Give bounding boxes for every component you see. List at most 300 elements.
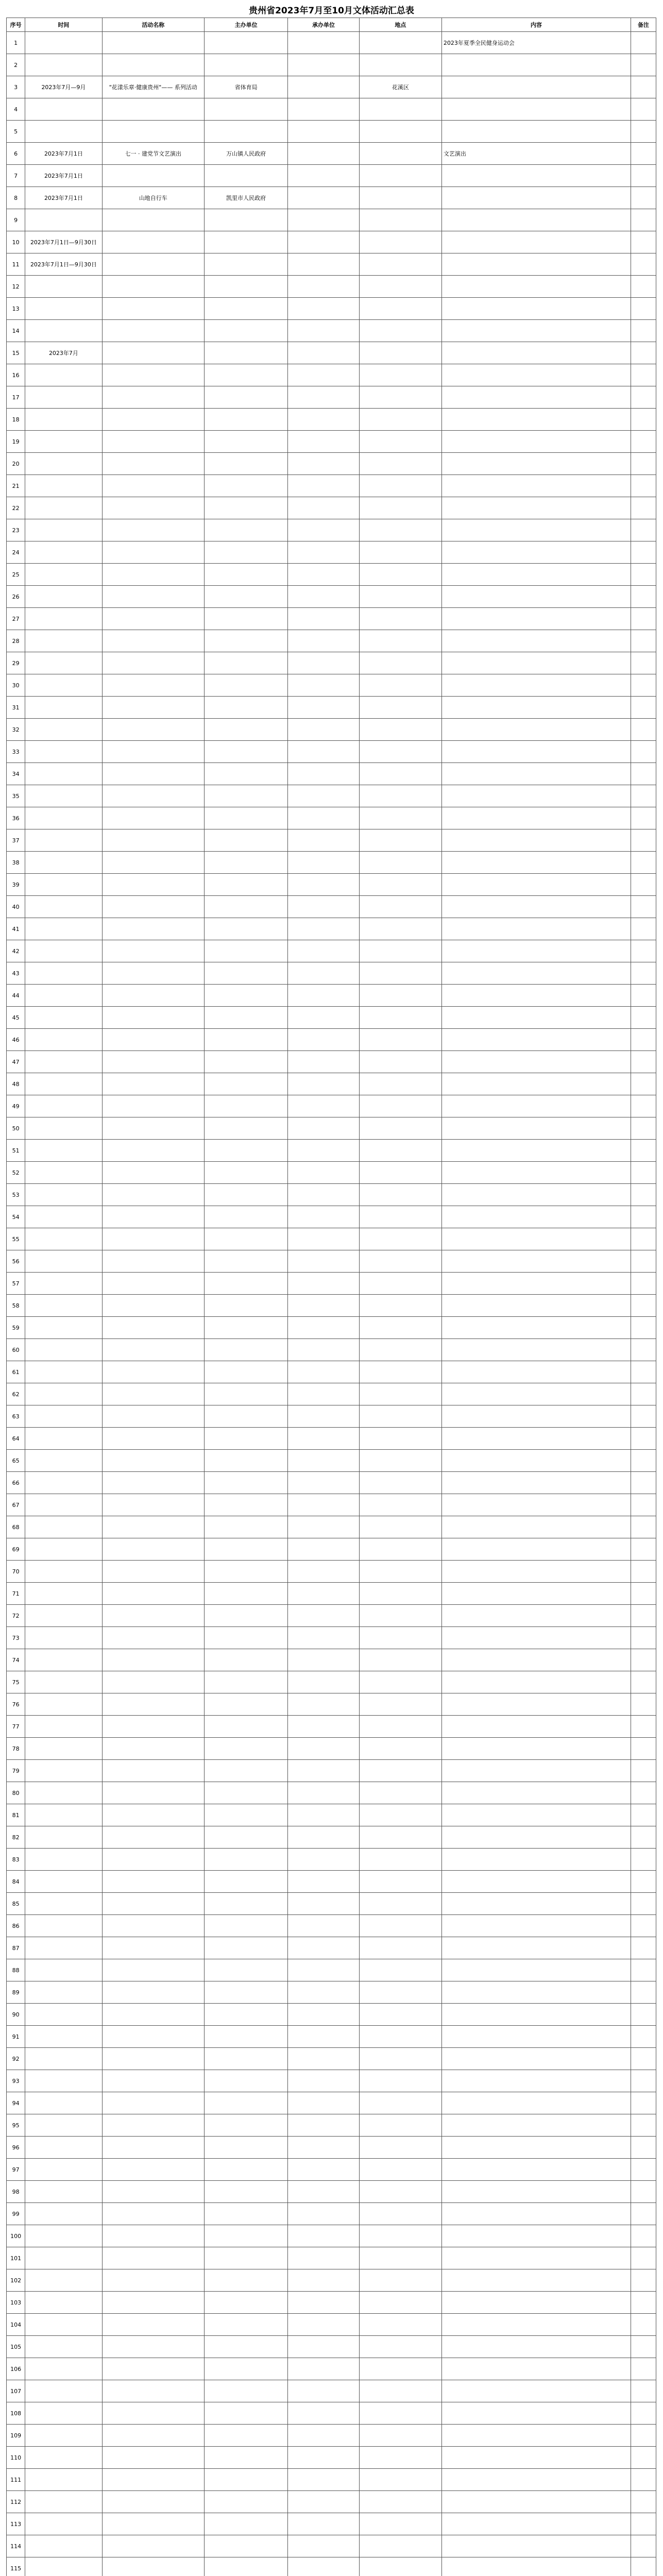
cell-organizer — [288, 32, 360, 54]
cell-name — [102, 1871, 204, 1893]
cell-time — [25, 364, 102, 386]
cell-note — [631, 121, 656, 143]
cell-organizer — [288, 1295, 360, 1317]
cell-seq: 59 — [7, 1317, 25, 1339]
cell-seq: 52 — [7, 1162, 25, 1184]
cell-seq: 75 — [7, 1671, 25, 1693]
cell-host — [205, 2314, 288, 2336]
cell-host — [205, 453, 288, 475]
cell-name — [102, 2070, 204, 2092]
cell-note — [631, 2425, 656, 2447]
table-row — [7, 209, 656, 231]
cell-time — [25, 1029, 102, 1051]
cell-organizer — [288, 1450, 360, 1472]
cell-location — [359, 1339, 441, 1361]
cell-content — [441, 298, 631, 320]
cell-location — [359, 763, 441, 785]
cell-organizer — [288, 763, 360, 785]
cell-location — [359, 1826, 441, 1849]
cell-seq: 30 — [7, 674, 25, 697]
cell-host — [205, 1029, 288, 1051]
cell-time — [25, 2402, 102, 2425]
cell-host — [205, 962, 288, 985]
table-row — [7, 2292, 656, 2314]
cell-content — [441, 852, 631, 874]
cell-name — [102, 475, 204, 497]
cell-time — [25, 1804, 102, 1826]
cell-note — [631, 807, 656, 829]
cell-location — [359, 364, 441, 386]
table-row — [7, 1273, 656, 1295]
cell-note — [631, 962, 656, 985]
cell-note — [631, 1893, 656, 1915]
activity-table — [6, 18, 656, 2576]
cell-name — [102, 918, 204, 940]
cell-location — [359, 2269, 441, 2292]
cell-content — [441, 1583, 631, 1605]
cell-name — [102, 165, 204, 187]
cell-time — [25, 2469, 102, 2491]
cell-content — [441, 741, 631, 763]
cell-content — [441, 2026, 631, 2048]
cell-seq: 99 — [7, 2203, 25, 2225]
cell-content — [441, 630, 631, 652]
cell-seq: 22 — [7, 497, 25, 519]
cell-seq: 16 — [7, 364, 25, 386]
cell-time — [25, 1117, 102, 1140]
cell-name — [102, 1693, 204, 1716]
cell-content — [441, 2358, 631, 2380]
cell-host — [205, 918, 288, 940]
cell-organizer — [288, 320, 360, 342]
cell-name — [102, 2225, 204, 2247]
cell-time — [25, 54, 102, 76]
cell-note — [631, 497, 656, 519]
table-row — [7, 2247, 656, 2269]
cell-time — [25, 1494, 102, 1516]
cell-name — [102, 1472, 204, 1494]
cell-seq: 88 — [7, 1959, 25, 1981]
cell-seq: 71 — [7, 1583, 25, 1605]
table-row — [7, 231, 656, 253]
cell-location — [359, 2048, 441, 2070]
cell-location — [359, 940, 441, 962]
cell-note — [631, 32, 656, 54]
cell-host — [205, 1583, 288, 1605]
cell-note — [631, 253, 656, 276]
cell-content — [441, 2092, 631, 2114]
table-row — [7, 187, 656, 209]
cell-organizer — [288, 1538, 360, 1561]
cell-name — [102, 852, 204, 874]
cell-seq: 108 — [7, 2402, 25, 2425]
cell-note — [631, 1649, 656, 1671]
cell-time — [25, 918, 102, 940]
table-row — [7, 1117, 656, 1140]
cell-time — [25, 2269, 102, 2292]
cell-time — [25, 1561, 102, 1583]
cell-location — [359, 276, 441, 298]
cell-name — [102, 1561, 204, 1583]
cell-content — [441, 1295, 631, 1317]
table-row — [7, 1760, 656, 1782]
cell-seq: 40 — [7, 896, 25, 918]
cell-name — [102, 2380, 204, 2402]
cell-seq: 57 — [7, 1273, 25, 1295]
cell-seq: 113 — [7, 2513, 25, 2535]
cell-note — [631, 896, 656, 918]
cell-location — [359, 1228, 441, 1250]
cell-organizer — [288, 1095, 360, 1117]
cell-location — [359, 1649, 441, 1671]
table-row — [7, 1095, 656, 1117]
cell-name — [102, 652, 204, 674]
table-row — [7, 2380, 656, 2402]
cell-content — [441, 2491, 631, 2513]
cell-seq: 3 — [7, 76, 25, 98]
cell-time — [25, 719, 102, 741]
cell-location — [359, 2203, 441, 2225]
cell-note — [631, 475, 656, 497]
cell-name — [102, 1583, 204, 1605]
cell-organizer — [288, 2247, 360, 2269]
cell-seq: 49 — [7, 1095, 25, 1117]
table-row — [7, 2070, 656, 2092]
cell-name — [102, 2137, 204, 2159]
cell-host — [205, 1738, 288, 1760]
cell-content — [441, 2114, 631, 2137]
cell-note — [631, 1716, 656, 1738]
cell-note — [631, 1561, 656, 1583]
cell-host: 万山镇人民政府 — [205, 143, 288, 165]
cell-note — [631, 2026, 656, 2048]
cell-host — [205, 2092, 288, 2114]
table-row — [7, 475, 656, 497]
cell-host — [205, 1361, 288, 1383]
cell-content — [441, 1383, 631, 1405]
cell-organizer — [288, 453, 360, 475]
cell-seq: 77 — [7, 1716, 25, 1738]
cell-name — [102, 1250, 204, 1273]
table-row — [7, 1383, 656, 1405]
cell-note — [631, 541, 656, 564]
cell-host — [205, 1627, 288, 1649]
table-row — [7, 519, 656, 541]
cell-organizer — [288, 1738, 360, 1760]
table-row — [7, 2048, 656, 2070]
cell-seq: 106 — [7, 2358, 25, 2380]
table-row — [7, 2026, 656, 2048]
cell-organizer — [288, 2092, 360, 2114]
cell-time — [25, 1095, 102, 1117]
cell-name — [102, 2004, 204, 2026]
cell-time — [25, 475, 102, 497]
cell-time — [25, 2159, 102, 2181]
table-row — [7, 431, 656, 453]
cell-host: 凯里市人民政府 — [205, 187, 288, 209]
cell-seq: 81 — [7, 1804, 25, 1826]
cell-note — [631, 1228, 656, 1250]
table-row — [7, 1516, 656, 1538]
cell-time: 2023年7月1日—9月30日 — [25, 253, 102, 276]
cell-content — [441, 121, 631, 143]
cell-organizer — [288, 209, 360, 231]
cell-location — [359, 741, 441, 763]
cell-seq: 60 — [7, 1339, 25, 1361]
cell-location — [359, 2026, 441, 2048]
cell-location — [359, 1605, 441, 1627]
table-row — [7, 2269, 656, 2292]
cell-location — [359, 1295, 441, 1317]
cell-host — [205, 2535, 288, 2557]
table-row — [7, 674, 656, 697]
cell-time — [25, 497, 102, 519]
cell-name — [102, 763, 204, 785]
table-row — [7, 896, 656, 918]
cell-content — [441, 2247, 631, 2269]
cell-organizer — [288, 2469, 360, 2491]
cell-content — [441, 586, 631, 608]
cell-location — [359, 143, 441, 165]
cell-host — [205, 431, 288, 453]
cell-content — [441, 785, 631, 807]
cell-location — [359, 1561, 441, 1583]
cell-time — [25, 2557, 102, 2576]
table-row — [7, 1782, 656, 1804]
cell-location — [359, 1959, 441, 1981]
cell-host — [205, 807, 288, 829]
cell-note — [631, 1317, 656, 1339]
cell-organizer — [288, 564, 360, 586]
cell-host — [205, 54, 288, 76]
table-row — [7, 1538, 656, 1561]
cell-host — [205, 1405, 288, 1428]
cell-organizer — [288, 1760, 360, 1782]
cell-seq: 1 — [7, 32, 25, 54]
cell-time — [25, 1849, 102, 1871]
cell-organizer — [288, 1671, 360, 1693]
table-row — [7, 608, 656, 630]
cell-name — [102, 1162, 204, 1184]
cell-host — [205, 2247, 288, 2269]
cell-host — [205, 896, 288, 918]
cell-seq: 112 — [7, 2491, 25, 2513]
table-row — [7, 453, 656, 475]
cell-organizer — [288, 2026, 360, 2048]
cell-seq: 70 — [7, 1561, 25, 1583]
cell-content — [441, 231, 631, 253]
table-row — [7, 1184, 656, 1206]
table-body — [7, 32, 656, 2576]
cell-time — [25, 1605, 102, 1627]
table-row — [7, 829, 656, 852]
cell-seq: 41 — [7, 918, 25, 940]
cell-name — [102, 1981, 204, 2004]
cell-content — [441, 1893, 631, 1915]
cell-time — [25, 1383, 102, 1405]
table-row — [7, 1361, 656, 1383]
column-header-note: 备注 — [631, 18, 656, 32]
cell-organizer — [288, 497, 360, 519]
cell-host — [205, 2203, 288, 2225]
cell-organizer — [288, 431, 360, 453]
table-row — [7, 2092, 656, 2114]
cell-content — [441, 187, 631, 209]
cell-seq: 23 — [7, 519, 25, 541]
cell-seq: 14 — [7, 320, 25, 342]
cell-content — [441, 386, 631, 409]
cell-note — [631, 1273, 656, 1295]
cell-host — [205, 1472, 288, 1494]
table-row — [7, 1428, 656, 1450]
cell-content — [441, 2048, 631, 2070]
cell-content — [441, 1428, 631, 1450]
cell-seq: 12 — [7, 276, 25, 298]
cell-note — [631, 2469, 656, 2491]
cell-note — [631, 1538, 656, 1561]
cell-time — [25, 2225, 102, 2247]
cell-organizer — [288, 1383, 360, 1405]
cell-note — [631, 829, 656, 852]
cell-content — [441, 1538, 631, 1561]
cell-organizer — [288, 1693, 360, 1716]
cell-note — [631, 2336, 656, 2358]
cell-location — [359, 1405, 441, 1428]
cell-location — [359, 2469, 441, 2491]
cell-time — [25, 2137, 102, 2159]
cell-content — [441, 1760, 631, 1782]
cell-time — [25, 2425, 102, 2447]
cell-time — [25, 741, 102, 763]
cell-host — [205, 2181, 288, 2203]
cell-host — [205, 497, 288, 519]
cell-note — [631, 2137, 656, 2159]
cell-name — [102, 1428, 204, 1450]
cell-seq: 62 — [7, 1383, 25, 1405]
cell-location — [359, 165, 441, 187]
column-header-time: 时间 — [25, 18, 102, 32]
cell-time — [25, 785, 102, 807]
cell-organizer — [288, 1206, 360, 1228]
cell-seq: 80 — [7, 1782, 25, 1804]
cell-seq: 90 — [7, 2004, 25, 2026]
cell-location — [359, 1073, 441, 1095]
cell-organizer — [288, 2004, 360, 2026]
cell-note — [631, 2181, 656, 2203]
cell-host — [205, 2269, 288, 2292]
cell-organizer — [288, 1472, 360, 1494]
cell-seq: 48 — [7, 1073, 25, 1095]
cell-name — [102, 2247, 204, 2269]
cell-note — [631, 1007, 656, 1029]
cell-seq: 36 — [7, 807, 25, 829]
cell-seq: 55 — [7, 1228, 25, 1250]
cell-organizer — [288, 2203, 360, 2225]
cell-content — [441, 2159, 631, 2181]
cell-note — [631, 1760, 656, 1782]
cell-host — [205, 342, 288, 364]
cell-content — [441, 2292, 631, 2314]
cell-location — [359, 1716, 441, 1738]
cell-seq: 98 — [7, 2181, 25, 2203]
cell-host — [205, 1339, 288, 1361]
cell-note — [631, 2247, 656, 2269]
table-row — [7, 2203, 656, 2225]
table-row — [7, 54, 656, 76]
cell-location — [359, 1516, 441, 1538]
cell-host — [205, 1007, 288, 1029]
cell-location — [359, 896, 441, 918]
cell-organizer — [288, 409, 360, 431]
cell-time — [25, 962, 102, 985]
table-row — [7, 2159, 656, 2181]
cell-name — [102, 1605, 204, 1627]
cell-content — [441, 1871, 631, 1893]
cell-location — [359, 2159, 441, 2181]
cell-note — [631, 652, 656, 674]
cell-note — [631, 785, 656, 807]
cell-organizer — [288, 1273, 360, 1295]
table-row — [7, 1472, 656, 1494]
table-row — [7, 1162, 656, 1184]
cell-content — [441, 98, 631, 121]
cell-seq: 29 — [7, 652, 25, 674]
cell-content — [441, 342, 631, 364]
cell-name — [102, 1716, 204, 1738]
table-row — [7, 1494, 656, 1516]
cell-note — [631, 386, 656, 409]
table-row — [7, 2535, 656, 2557]
cell-time — [25, 652, 102, 674]
cell-time — [25, 32, 102, 54]
cell-seq: 51 — [7, 1140, 25, 1162]
cell-time — [25, 2292, 102, 2314]
cell-content — [441, 1627, 631, 1649]
cell-name — [102, 1893, 204, 1915]
cell-location — [359, 1206, 441, 1228]
cell-host — [205, 98, 288, 121]
cell-organizer — [288, 1981, 360, 2004]
cell-host — [205, 121, 288, 143]
cell-time — [25, 1915, 102, 1937]
cell-host — [205, 1893, 288, 1915]
cell-note — [631, 320, 656, 342]
cell-host — [205, 763, 288, 785]
table-row — [7, 741, 656, 763]
cell-content — [441, 2557, 631, 2576]
cell-location — [359, 630, 441, 652]
cell-location — [359, 1738, 441, 1760]
cell-note — [631, 298, 656, 320]
cell-location — [359, 1849, 441, 1871]
cell-time — [25, 697, 102, 719]
cell-time — [25, 386, 102, 409]
table-row — [7, 32, 656, 54]
cell-content — [441, 209, 631, 231]
cell-note — [631, 1583, 656, 1605]
cell-host — [205, 2004, 288, 2026]
cell-name — [102, 697, 204, 719]
cell-note — [631, 763, 656, 785]
cell-content — [441, 1738, 631, 1760]
cell-seq: 9 — [7, 209, 25, 231]
cell-time — [25, 1206, 102, 1228]
cell-time — [25, 763, 102, 785]
cell-location — [359, 2535, 441, 2557]
cell-organizer — [288, 2402, 360, 2425]
cell-seq: 8 — [7, 187, 25, 209]
table-row — [7, 386, 656, 409]
